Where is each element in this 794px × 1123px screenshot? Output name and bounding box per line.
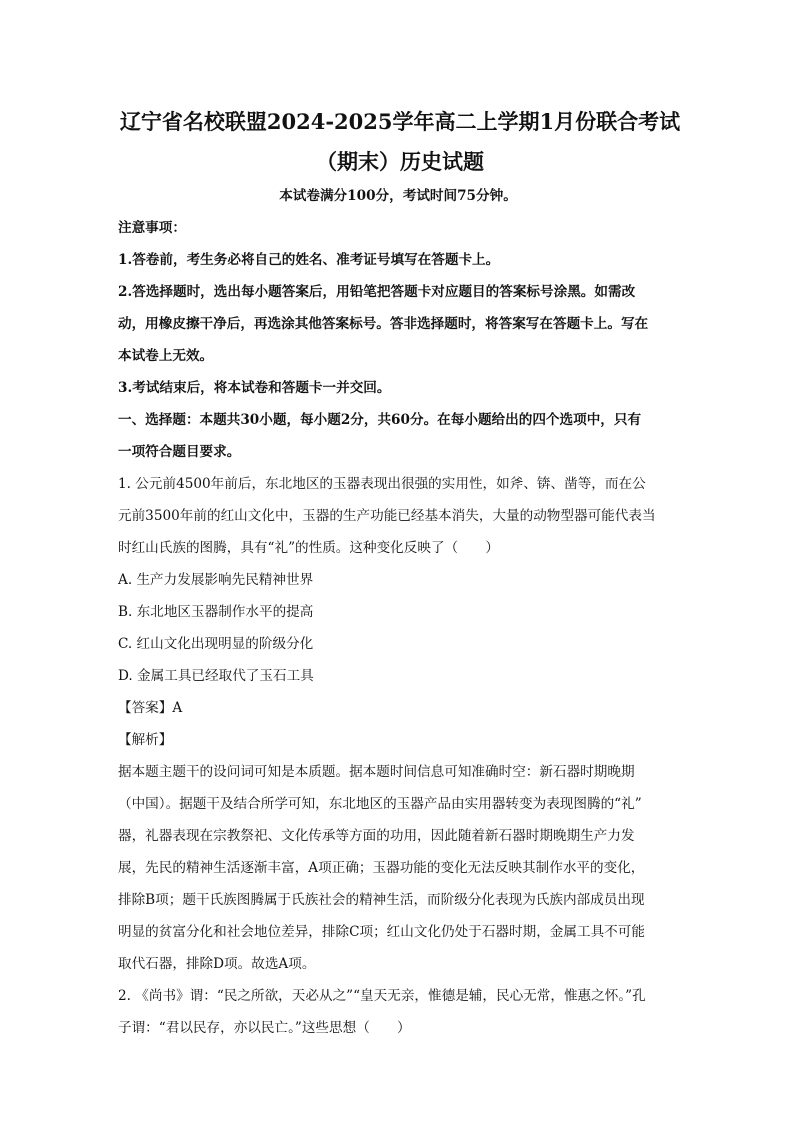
exam-info: 本试卷满分100分，考试时间75分钟。 [279, 188, 517, 204]
notice-item-2-line-1: 2.答选择题时，选出每小题答案后，用铅笔把答题卡对应题目的答案标号涂黑。如需改 [118, 284, 636, 300]
question-1-line-1: 1. 公元前4500年前后，东北地区的玉器表现出很强的实用性，如斧、锛、凿等，而在公 [118, 476, 646, 492]
question-2-line-2: 子谓：“君以民存，亦以民亡。”这些思想（ ） [118, 1020, 411, 1036]
question-1-line-3: 时红山氏族的图腾，具有“礼”的性质。这种变化反映了（ ） [118, 540, 499, 556]
notice-heading: 注意事项： [118, 220, 186, 236]
question-1-analysis-line-1: 据本题主题干的设问词可知是本质题。据本题时间信息可知准确时空：新石器时期晚期 [118, 764, 635, 780]
question-1-analysis-line-3: 器，礼器表现在宗教祭祀、文化传承等方面的功用，因此随着新石器时期晚期生产力发 [118, 828, 635, 844]
question-1-analysis-line-7: 取代石器，排除D项。故选A项。 [118, 956, 316, 972]
question-1-analysis-line-5: 排除B项；题干氏族图腾属于氏族社会的精神生活，而阶级分化表现为氏族内部成员出现 [118, 892, 645, 908]
notice-item-2-line-3: 本试卷上无效。 [118, 348, 214, 364]
question-2-line-1: 2. 《尚书》谓：“民之所欲，天必从之”“皇天无亲，惟德是辅，民心无常，惟惠之怀。”孔 [118, 988, 646, 1004]
notice-item-3: 3.考试结束后，将本试卷和答题卡一并交回。 [118, 380, 391, 396]
notice-item-1: 1.答卷前，考生务必将自己的姓名、准考证号填写在答题卡上。 [118, 252, 500, 268]
title-line-2: （期末）历史试题 [316, 149, 484, 174]
section-heading-line-2: 一项符合题目要求。 [118, 444, 241, 460]
question-1-option-a: A. 生产力发展影响先民精神世界 [118, 572, 314, 588]
question-1-answer: 【答案】A [118, 700, 183, 716]
question-1-analysis-line-2: （中国）。据题干及结合所学可知，东北地区的玉器产品由实用器转变为表现图腾的“礼” [118, 796, 642, 812]
question-1-option-d: D. 金属工具已经取代了玉石工具 [118, 668, 314, 684]
question-1-analysis-heading: 【解析】 [118, 732, 173, 748]
question-1-line-2: 元前3500年前的红山文化中，玉器的生产功能已经基本消失，大量的动物型器可能代表当 [118, 508, 656, 524]
title-line-1: 辽宁省名校联盟2024-2025学年高二上学期1月份联合考试 [119, 109, 681, 134]
question-1-analysis-line-4: 展，先民的精神生活逐渐丰富，A项正确；玉器功能的变化无法反映其制作水平的变化， [118, 860, 645, 876]
question-1-analysis-line-6: 明显的贫富分化和社会地位差异，排除C项；红山文化仍处于石器时期，金属工具不可能 [118, 924, 645, 940]
question-1-option-c: C. 红山文化出现明显的阶级分化 [118, 636, 314, 652]
question-1-option-b: B. 东北地区玉器制作水平的提高 [118, 604, 314, 620]
notice-item-2-line-2: 动，用橡皮擦干净后，再选涂其他答案标号。答非选择题时，将答案写在答题卡上。写在 [118, 316, 649, 332]
section-heading-line-1: 一、选择题：本题共30小题，每小题2分，共60分。在每小题给出的四个选项中，只有 [118, 412, 642, 428]
